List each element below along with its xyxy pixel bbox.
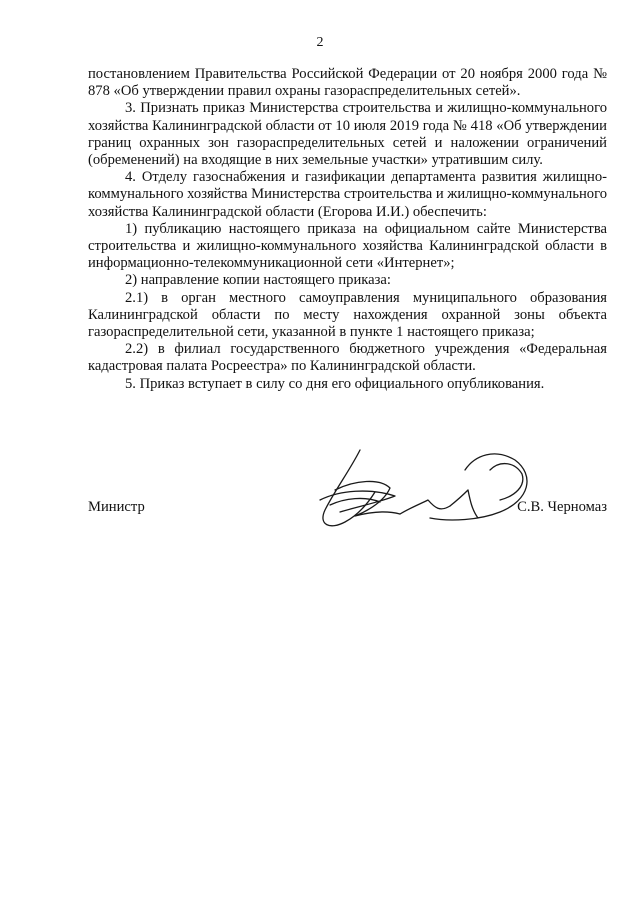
paragraph-item-4: 4. Отделу газоснабжения и газификации департамента развития жилищно-коммунального хозяйства Министерства строительства и жилищно-коммунального хозяйства Калининградской области (Егорова И.И.) обеспечить: <box>88 169 607 220</box>
paragraph-subitem-1: 1) публикацию настоящего приказа на официальном сайте Министерства строительства и жилищно-коммунального хозяйства Калининградской области в информационно-телекоммуникационной сети «Интернет»; <box>88 220 607 272</box>
signer-title: Министр <box>88 499 145 515</box>
paragraph-subitem-2-2: 2.2) в филиал государственного бюджетного учреждения «Федеральная кадастровая палата Росреестра» по Калининградской области. <box>88 341 607 375</box>
paragraph-subitem-2: 2) направление копии настоящего приказа: <box>125 272 391 289</box>
paragraph-item-5: 5. Приказ вступает в силу со дня его официального опубликования. <box>125 375 545 392</box>
signature-block <box>88 499 607 521</box>
document-body <box>88 66 607 393</box>
paragraph-item-3: 3. Признать приказ Министерства строительства и жилищно-коммунального хозяйства Калининградской области от 10 июля 2019 года № 418 «Об утверждении границ охранных зон газораспределительных сетей и наложении ограничений (обременений) на входящие в них земельные участки» утратившим силу. <box>88 100 607 169</box>
paragraph-continuation: постановлением Правительства Российской Федерации от 20 ноября 2000 года № 878 «Об утверждении правил охраны газораспределительных сетей». <box>88 66 607 100</box>
handwritten-signature <box>300 430 600 550</box>
signer-name: С.В. Черномаз <box>517 499 607 515</box>
page-number: 2 <box>316 35 324 50</box>
paragraph-subitem-2-1: 2.1) в орган местного самоуправления муниципального образования Калининградской области по месту нахождения охранной зоны объекта газораспределительной сети, указанной в пункте 1 настоящего приказа; <box>88 289 607 341</box>
